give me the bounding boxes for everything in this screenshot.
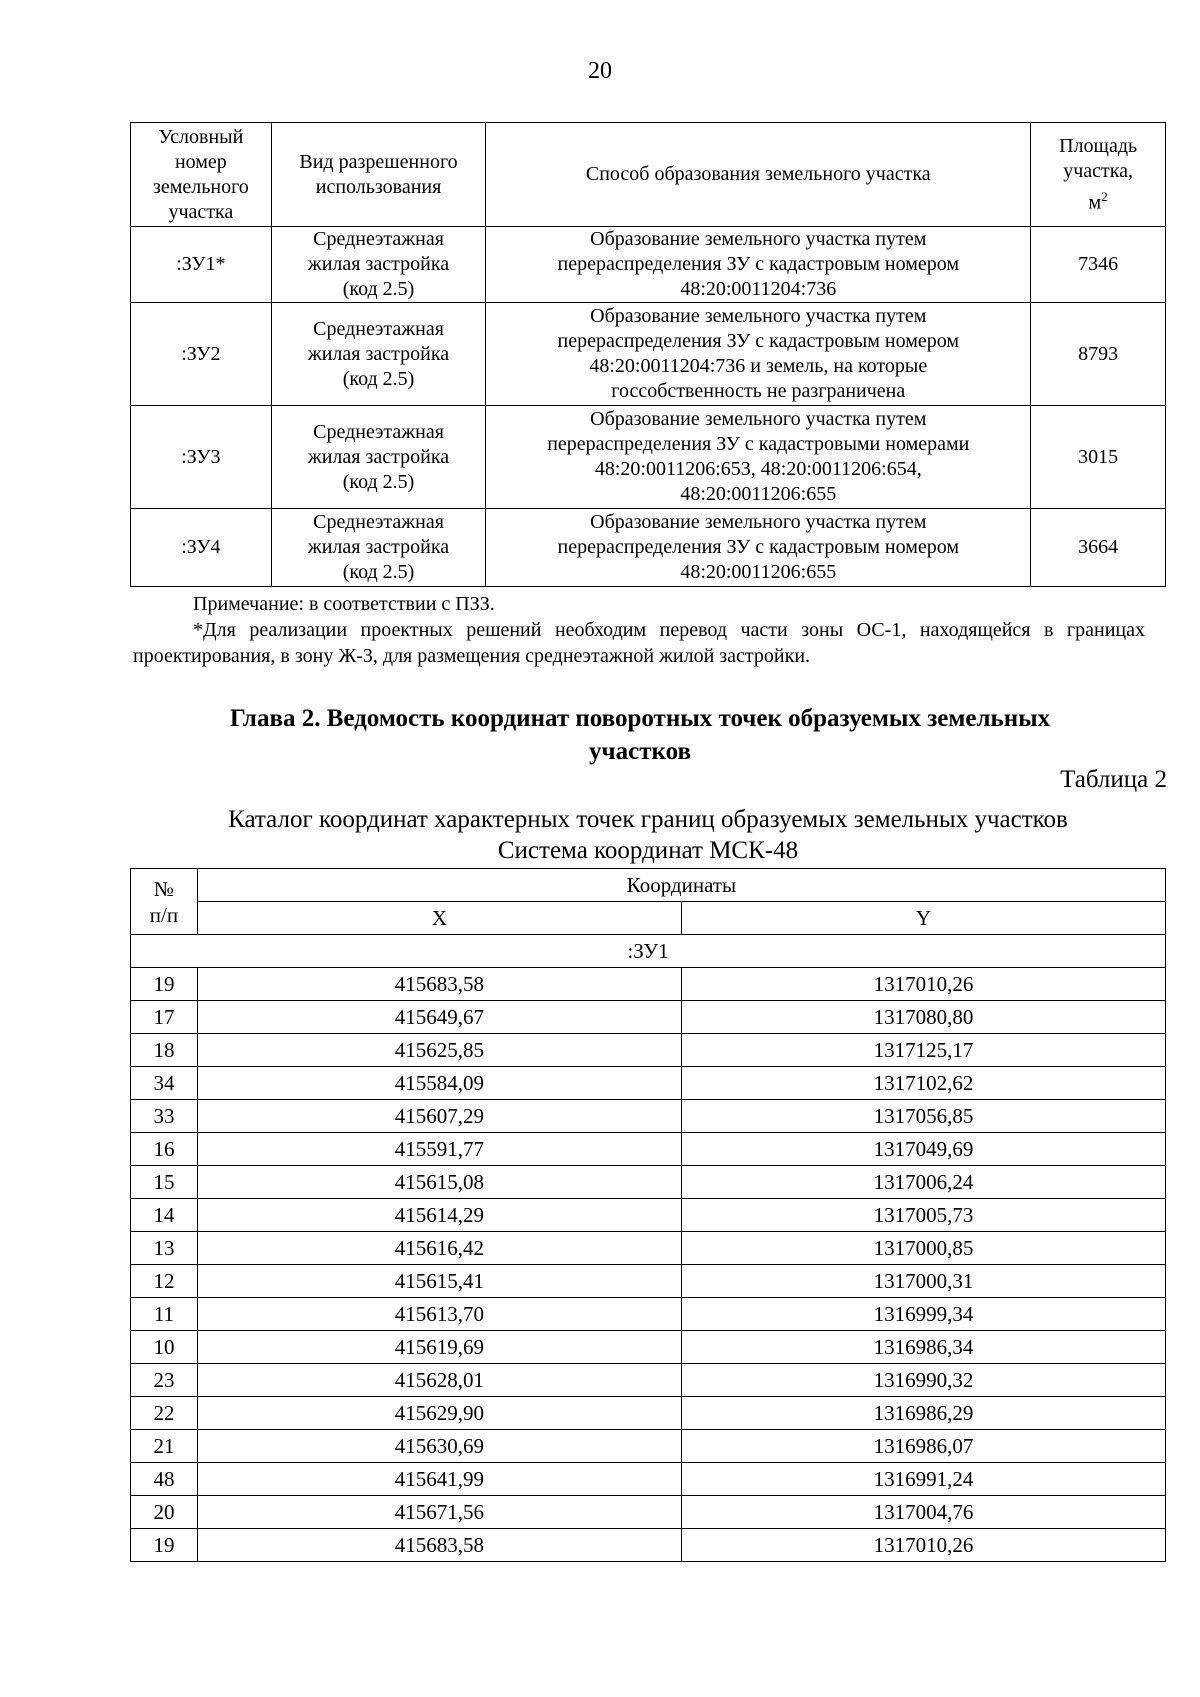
point-number: 15 (131, 1166, 198, 1199)
formation-method (486, 509, 1031, 587)
cell-line: перераспределения ЗУ с кадастровым номером (557, 536, 960, 558)
plot-id: :ЗУ4 (131, 509, 272, 587)
cell-line: жилая застройка (307, 536, 450, 558)
header-area (1031, 123, 1166, 227)
coordinates-table (130, 868, 1166, 1562)
cell-line: Среднеэтажная (313, 317, 444, 340)
coordinate-system-caption: Система координат МСК-48 (497, 837, 799, 864)
page-number: 20 (588, 58, 612, 84)
header-point-number (131, 869, 198, 935)
table-row (131, 1430, 1166, 1463)
plot-id: :ЗУ1* (131, 227, 272, 303)
table-row (131, 1100, 1166, 1133)
section-label: :ЗУ1 (131, 935, 1166, 968)
cell-line: перераспределения ЗУ с кадастровыми номерами (547, 433, 970, 455)
coord-y: 1317006,24 (681, 1166, 1165, 1199)
table-row (131, 1001, 1166, 1034)
permitted-use (271, 227, 486, 303)
plot-area: 8793 (1031, 303, 1166, 406)
coord-x: 415591,77 (197, 1133, 681, 1166)
cell-line: жилая застройка (307, 253, 450, 275)
point-number: 21 (131, 1430, 198, 1463)
header-text: Условный (158, 125, 244, 148)
coord-x: 415619,69 (197, 1331, 681, 1364)
point-number: 19 (131, 1529, 198, 1562)
formation-method (486, 227, 1031, 303)
table-caption: Каталог координат характерных точек границ образуемых земельных участков (228, 806, 1068, 833)
cell-line: Образование земельного участка путем (590, 511, 927, 533)
coord-y: 1316986,29 (681, 1397, 1165, 1430)
table-row (131, 1166, 1166, 1199)
plot-id: :ЗУ3 (131, 406, 272, 509)
coord-y: 1316990,32 (681, 1364, 1165, 1397)
permitted-use (271, 406, 486, 509)
point-number: 10 (131, 1331, 198, 1364)
header-permitted-use (271, 123, 486, 227)
cell-line: 48:20:0011204:736 (680, 278, 837, 300)
table-row (131, 406, 1166, 509)
coord-y: 1317000,31 (681, 1265, 1165, 1298)
cell-line: Образование земельного участка путем (590, 228, 927, 250)
coord-x: 415641,99 (197, 1463, 681, 1496)
table-row (131, 1298, 1166, 1331)
table-row (131, 1265, 1166, 1298)
coord-x: 415614,29 (197, 1199, 681, 1232)
table-row (131, 1463, 1166, 1496)
cell-line: Среднеэтажная (313, 228, 444, 250)
table-row (131, 968, 1166, 1001)
header-text: участка (168, 200, 234, 223)
header-text: номер (174, 150, 227, 173)
permitted-use (271, 303, 486, 406)
coord-y: 1317102,62 (681, 1067, 1165, 1100)
unit-text: м (1088, 191, 1102, 214)
point-number: 48 (131, 1463, 198, 1496)
table-header-row (131, 123, 1166, 227)
cell-line: перераспределения ЗУ с кадастровым номером (557, 253, 960, 275)
cell-line: (код 2.5) (342, 367, 415, 390)
coord-x: 415613,70 (197, 1298, 681, 1331)
cell-line: (код 2.5) (342, 561, 415, 583)
formation-method (486, 303, 1031, 406)
header-text: земельного (152, 175, 249, 198)
cell-line: Образование земельного участка путем (590, 408, 927, 430)
coord-x: 415629,90 (197, 1397, 681, 1430)
point-number: 33 (131, 1100, 198, 1133)
point-number: 19 (131, 968, 198, 1001)
cell-line: 48:20:0011204:736 и земель, на которые (589, 355, 928, 377)
plot-area: 3664 (1031, 509, 1166, 587)
header-y: Y (681, 902, 1165, 935)
coord-x: 415607,29 (197, 1100, 681, 1133)
table-row (131, 1529, 1166, 1562)
table-row (131, 1232, 1166, 1265)
table-row (131, 509, 1166, 587)
table-label: Таблица 2 (1060, 766, 1167, 793)
land-plots-table (130, 122, 1166, 587)
table-row (131, 1496, 1166, 1529)
table-row (131, 227, 1166, 303)
coord-x: 415625,85 (197, 1034, 681, 1067)
plot-area: 3015 (1031, 406, 1166, 509)
note-reference: Примечание: в соответствии с ПЗЗ. (193, 593, 495, 615)
table-header-row (131, 902, 1166, 935)
point-number: 17 (131, 1001, 198, 1034)
table-row (131, 1067, 1166, 1100)
header-text: участка, (1063, 159, 1134, 182)
header-x: X (197, 902, 681, 935)
coord-x: 415649,67 (197, 1001, 681, 1034)
coord-x: 415671,56 (197, 1496, 681, 1529)
point-number: 20 (131, 1496, 198, 1529)
point-number: 12 (131, 1265, 198, 1298)
cell-line: госсобственность не разграничена (611, 380, 906, 402)
point-number: 16 (131, 1133, 198, 1166)
coord-x: 415630,69 (197, 1430, 681, 1463)
coord-x: 415628,01 (197, 1364, 681, 1397)
cell-line: Среднеэтажная (313, 511, 444, 533)
header-text: Способ образования земельного участка (585, 163, 931, 185)
coord-y: 1317056,85 (681, 1100, 1165, 1133)
header-plot-number (131, 123, 272, 227)
point-number: 23 (131, 1364, 198, 1397)
coord-y: 1317004,76 (681, 1496, 1165, 1529)
table-row (131, 1199, 1166, 1232)
cell-line: (код 2.5) (342, 278, 415, 300)
header-area-unit (1031, 184, 1165, 216)
coord-x: 415615,08 (197, 1166, 681, 1199)
table-row (131, 1364, 1166, 1397)
unit-superscript: 2 (1101, 188, 1108, 204)
cell-line: жилая застройка (307, 445, 450, 468)
chapter-heading (150, 702, 1130, 768)
cell-line: Среднеэтажная (313, 420, 444, 443)
cell-line: жилая застройка (307, 342, 450, 365)
chapter-heading-line: Глава 2. Ведомость координат поворотных точек образуемых земельных (229, 705, 1051, 732)
cell-line: 48:20:0011206:655 (680, 561, 837, 583)
point-number: 22 (131, 1397, 198, 1430)
header-text: Вид разрешенного (299, 150, 458, 173)
chapter-heading-line: участков (589, 738, 691, 765)
table-row (131, 1133, 1166, 1166)
coord-y: 1316991,24 (681, 1463, 1165, 1496)
plot-area: 7346 (1031, 227, 1166, 303)
coord-x: 415683,58 (197, 968, 681, 1001)
point-number: 13 (131, 1232, 198, 1265)
coord-x: 415616,42 (197, 1232, 681, 1265)
header-text: п/п (149, 902, 179, 927)
point-number: 14 (131, 1199, 198, 1232)
coord-x: 415615,41 (197, 1265, 681, 1298)
point-number: 18 (131, 1034, 198, 1067)
permitted-use (271, 509, 486, 587)
section-row (131, 935, 1166, 968)
coord-y: 1317000,85 (681, 1232, 1165, 1265)
cell-line: (код 2.5) (342, 470, 415, 493)
plot-id: :ЗУ2 (131, 303, 272, 406)
point-number: 11 (131, 1298, 198, 1331)
table-row (131, 1397, 1166, 1430)
coord-x: 415584,09 (197, 1067, 681, 1100)
coord-y: 1316986,34 (681, 1331, 1165, 1364)
coord-y: 1317049,69 (681, 1133, 1165, 1166)
cell-line: Образование земельного участка путем (590, 305, 927, 327)
coord-y: 1317080,80 (681, 1001, 1165, 1034)
header-coordinates: Координаты (197, 869, 1165, 902)
table-header-row (131, 869, 1166, 902)
cell-line: 48:20:0011206:655 (680, 483, 837, 505)
cell-line: перераспределения ЗУ с кадастровым номером (557, 330, 960, 352)
point-number: 34 (131, 1067, 198, 1100)
table-row (131, 303, 1166, 406)
table-row (131, 1331, 1166, 1364)
header-text: Площадь (1059, 134, 1138, 157)
coord-y: 1317005,73 (681, 1199, 1165, 1232)
formation-method (486, 406, 1031, 509)
coord-y: 1316999,34 (681, 1298, 1165, 1331)
header-text: использования (315, 175, 442, 198)
coord-y: 1316986,07 (681, 1430, 1165, 1463)
table-row (131, 1034, 1166, 1067)
coord-y: 1317010,26 (681, 968, 1165, 1001)
coord-x: 415683,58 (197, 1529, 681, 1562)
header-formation-method (486, 123, 1031, 227)
coord-y: 1317010,26 (681, 1529, 1165, 1562)
note-footnote: *Для реализации проектных решений необходим перевод части зоны ОС-1, находящейся в границах проектирования, в зону Ж-3, для размещения среднеэтажной жилой застройки. (133, 619, 1145, 667)
coord-y: 1317125,17 (681, 1034, 1165, 1067)
cell-line: 48:20:0011206:653, 48:20:0011206:654, (594, 458, 922, 480)
header-text: № (153, 876, 174, 901)
